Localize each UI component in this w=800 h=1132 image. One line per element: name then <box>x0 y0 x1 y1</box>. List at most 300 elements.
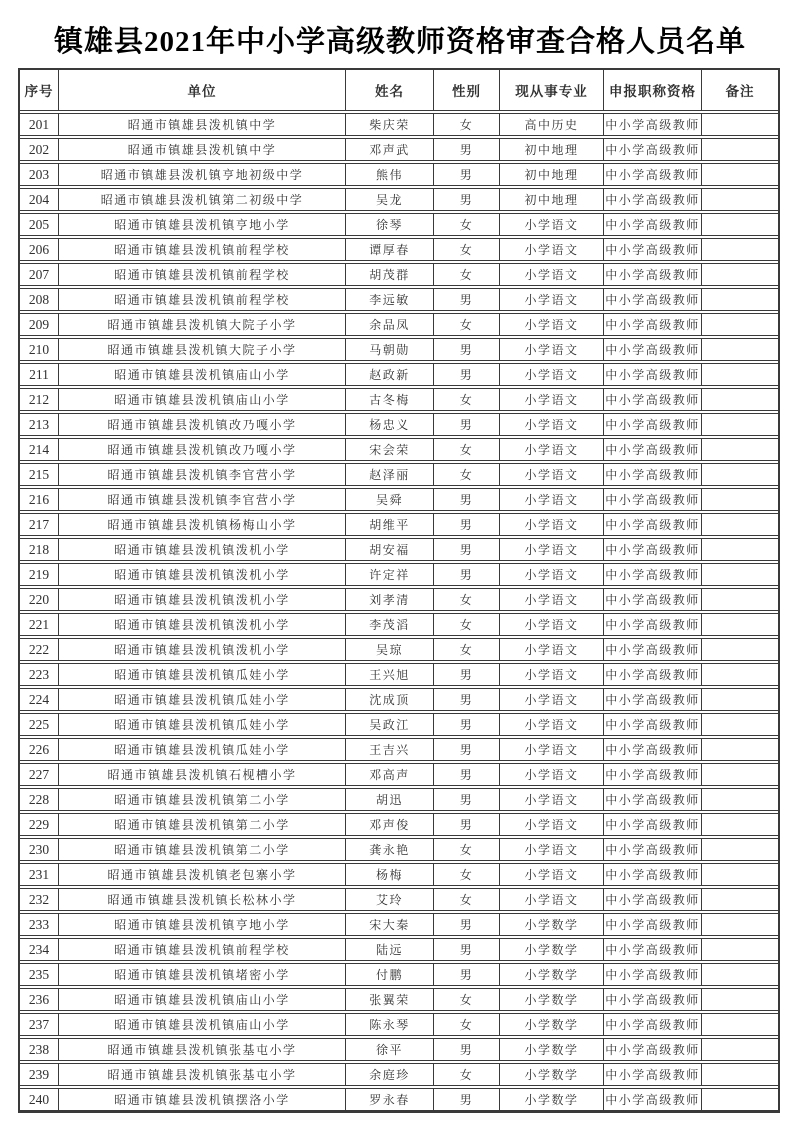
cell-remarks <box>701 514 778 535</box>
cell-unit: 昭通市镇雄县泼机镇摆洛小学 <box>58 1089 345 1110</box>
cell-unit: 昭通市镇雄县泼机镇泼机小学 <box>58 639 345 660</box>
cell-title-qualification: 中小学高级教师 <box>603 514 701 535</box>
cell-gender: 男 <box>433 739 499 760</box>
table-row <box>20 613 778 636</box>
cell-unit: 昭通市镇雄县泼机镇庙山小学 <box>58 989 345 1010</box>
cell-name: 谭厚春 <box>345 239 433 260</box>
cell-name: 宋大秦 <box>345 914 433 935</box>
cell-profession: 小学语文 <box>499 339 603 360</box>
cell-profession: 小学语文 <box>499 614 603 635</box>
cell-title-qualification: 中小学高级教师 <box>603 1014 701 1035</box>
table-header-row <box>20 70 778 111</box>
cell-title-qualification: 中小学高级教师 <box>603 864 701 885</box>
cell-serial: 235 <box>28 966 50 982</box>
cell-unit: 昭通市镇雄县泼机镇石枧槽小学 <box>58 764 345 785</box>
cell-name: 许定祥 <box>345 564 433 585</box>
cell-remarks <box>701 1064 778 1085</box>
cell-unit: 昭通市镇雄县泼机镇前程学校 <box>58 289 345 310</box>
header-profession: 现从事专业 <box>499 70 603 110</box>
table-row <box>20 813 778 836</box>
cell-remarks <box>701 839 778 860</box>
header-remarks: 备注 <box>701 70 778 110</box>
cell-unit: 昭通市镇雄县泼机镇瓜娃小学 <box>58 664 345 685</box>
table-row <box>20 113 778 136</box>
table-row <box>20 163 778 186</box>
cell-gender: 男 <box>433 814 499 835</box>
cell-name: 熊伟 <box>345 164 433 185</box>
cell-unit: 昭通市镇雄县泼机镇李官营小学 <box>58 489 345 510</box>
cell-remarks <box>701 489 778 510</box>
cell-remarks <box>701 164 778 185</box>
cell-remarks <box>701 864 778 885</box>
cell-gender: 男 <box>433 714 499 735</box>
cell-unit: 昭通市镇雄县泼机镇泼机小学 <box>58 589 345 610</box>
cell-serial: 205 <box>28 216 50 232</box>
cell-profession: 小学数学 <box>499 1089 603 1110</box>
cell-serial: 229 <box>28 816 50 832</box>
table-row <box>20 738 778 761</box>
cell-profession: 高中历史 <box>499 114 603 135</box>
cell-unit: 昭通市镇雄县泼机镇改乃嘎小学 <box>58 414 345 435</box>
cell-gender: 女 <box>433 264 499 285</box>
cell-gender: 男 <box>433 1039 499 1060</box>
cell-unit: 昭通市镇雄县泼机镇改乃嘎小学 <box>58 439 345 460</box>
cell-gender: 男 <box>433 964 499 985</box>
cell-remarks <box>701 464 778 485</box>
cell-profession: 小学数学 <box>499 939 603 960</box>
table-row <box>20 538 778 561</box>
table-row <box>20 288 778 311</box>
cell-profession: 小学语文 <box>499 839 603 860</box>
table-row <box>20 1038 778 1061</box>
cell-name: 吴琼 <box>345 639 433 660</box>
table-row <box>20 1088 778 1111</box>
table-row <box>20 513 778 536</box>
table-row <box>20 638 778 661</box>
cell-unit: 昭通市镇雄县泼机镇亨地小学 <box>58 914 345 935</box>
cell-name: 杨梅 <box>345 864 433 885</box>
cell-gender: 男 <box>433 764 499 785</box>
cell-profession: 小学语文 <box>499 514 603 535</box>
cell-unit: 昭通市镇雄县泼机镇前程学校 <box>58 939 345 960</box>
cell-serial: 237 <box>28 1016 50 1032</box>
cell-name: 罗永春 <box>345 1089 433 1110</box>
cell-gender: 女 <box>433 614 499 635</box>
cell-title-qualification: 中小学高级教师 <box>603 264 701 285</box>
cell-profession: 小学语文 <box>499 539 603 560</box>
cell-gender: 女 <box>433 639 499 660</box>
cell-name: 邓声武 <box>345 139 433 160</box>
cell-profession: 小学语文 <box>499 789 603 810</box>
cell-title-qualification: 中小学高级教师 <box>603 564 701 585</box>
cell-serial: 213 <box>28 416 50 432</box>
cell-unit: 昭通市镇雄县泼机镇长松林小学 <box>58 889 345 910</box>
cell-title-qualification: 中小学高级教师 <box>603 689 701 710</box>
cell-unit: 昭通市镇雄县泼机镇张基屯小学 <box>58 1039 345 1060</box>
cell-profession: 小学语文 <box>499 214 603 235</box>
cell-serial: 230 <box>28 841 50 857</box>
cell-profession: 小学语文 <box>499 664 603 685</box>
cell-gender: 女 <box>433 439 499 460</box>
cell-serial: 206 <box>28 241 50 257</box>
cell-unit: 昭通市镇雄县泼机镇第二小学 <box>58 814 345 835</box>
cell-serial: 225 <box>28 716 50 732</box>
table-row <box>20 338 778 361</box>
cell-title-qualification: 中小学高级教师 <box>603 414 701 435</box>
cell-title-qualification: 中小学高级教师 <box>603 964 701 985</box>
cell-serial: 215 <box>28 466 50 482</box>
table-row <box>20 913 778 936</box>
cell-gender: 女 <box>433 989 499 1010</box>
cell-serial: 218 <box>28 541 50 557</box>
cell-profession: 小学语文 <box>499 389 603 410</box>
cell-title-qualification: 中小学高级教师 <box>603 814 701 835</box>
cell-remarks <box>701 739 778 760</box>
cell-title-qualification: 中小学高级教师 <box>603 1064 701 1085</box>
table-row <box>20 713 778 736</box>
cell-remarks <box>701 889 778 910</box>
table-row <box>20 188 778 211</box>
cell-serial: 207 <box>28 266 50 282</box>
header-unit: 单位 <box>58 70 345 110</box>
cell-profession: 小学语文 <box>499 464 603 485</box>
cell-title-qualification: 中小学高级教师 <box>603 889 701 910</box>
cell-gender: 男 <box>433 914 499 935</box>
cell-unit: 昭通市镇雄县泼机镇前程学校 <box>58 264 345 285</box>
cell-remarks <box>701 289 778 310</box>
cell-remarks <box>701 1039 778 1060</box>
cell-serial: 226 <box>28 741 50 757</box>
cell-title-qualification: 中小学高级教师 <box>603 739 701 760</box>
header-name: 姓名 <box>345 70 433 110</box>
table-row <box>20 363 778 386</box>
cell-name: 余品凤 <box>345 314 433 335</box>
cell-unit: 昭通市镇雄县泼机镇亨地初级中学 <box>58 164 345 185</box>
cell-remarks <box>701 264 778 285</box>
cell-name: 张翼荣 <box>345 989 433 1010</box>
table-row <box>20 213 778 236</box>
cell-title-qualification: 中小学高级教师 <box>603 839 701 860</box>
cell-name: 徐琴 <box>345 214 433 235</box>
cell-serial: 232 <box>28 891 50 907</box>
cell-name: 龚永艳 <box>345 839 433 860</box>
cell-name: 马朝勋 <box>345 339 433 360</box>
table-row <box>20 663 778 686</box>
cell-unit: 昭通市镇雄县泼机镇中学 <box>58 139 345 160</box>
table-row <box>20 413 778 436</box>
table-row <box>20 388 778 411</box>
table-row <box>20 838 778 861</box>
cell-gender: 男 <box>433 489 499 510</box>
cell-gender: 男 <box>433 289 499 310</box>
cell-serial: 228 <box>28 791 50 807</box>
cell-unit: 昭通市镇雄县泼机镇亨地小学 <box>58 214 345 235</box>
cell-unit: 昭通市镇雄县泼机镇杨梅山小学 <box>58 514 345 535</box>
cell-unit: 昭通市镇雄县泼机镇老包寨小学 <box>58 864 345 885</box>
cell-serial: 202 <box>28 141 50 157</box>
table-body <box>20 113 778 1111</box>
cell-title-qualification: 中小学高级教师 <box>603 664 701 685</box>
cell-gender: 男 <box>433 364 499 385</box>
table-row <box>20 238 778 261</box>
cell-gender: 女 <box>433 214 499 235</box>
cell-gender: 女 <box>433 1064 499 1085</box>
cell-title-qualification: 中小学高级教师 <box>603 1089 701 1110</box>
cell-name: 宋会荣 <box>345 439 433 460</box>
cell-remarks <box>701 689 778 710</box>
cell-name: 赵政新 <box>345 364 433 385</box>
table-row <box>20 488 778 511</box>
cell-name: 杨忠义 <box>345 414 433 435</box>
cell-gender: 女 <box>433 1014 499 1035</box>
cell-serial: 214 <box>28 441 50 457</box>
cell-remarks <box>701 539 778 560</box>
cell-name: 徐平 <box>345 1039 433 1060</box>
cell-title-qualification: 中小学高级教师 <box>603 539 701 560</box>
cell-remarks <box>701 139 778 160</box>
cell-title-qualification: 中小学高级教师 <box>603 289 701 310</box>
cell-gender: 女 <box>433 864 499 885</box>
cell-name: 胡迅 <box>345 789 433 810</box>
cell-profession: 小学数学 <box>499 989 603 1010</box>
table-row <box>20 263 778 286</box>
cell-title-qualification: 中小学高级教师 <box>603 489 701 510</box>
table-row <box>20 938 778 961</box>
cell-profession: 小学语文 <box>499 264 603 285</box>
cell-remarks <box>701 389 778 410</box>
cell-unit: 昭通市镇雄县泼机镇泼机小学 <box>58 564 345 585</box>
cell-title-qualification: 中小学高级教师 <box>603 389 701 410</box>
cell-name: 吴龙 <box>345 189 433 210</box>
cell-profession: 小学语文 <box>499 314 603 335</box>
cell-unit: 昭通市镇雄县泼机镇泼机小学 <box>58 539 345 560</box>
cell-serial: 219 <box>28 566 50 582</box>
cell-remarks <box>701 1089 778 1110</box>
cell-remarks <box>701 664 778 685</box>
cell-name: 邓高声 <box>345 764 433 785</box>
cell-title-qualification: 中小学高级教师 <box>603 939 701 960</box>
cell-title-qualification: 中小学高级教师 <box>603 639 701 660</box>
cell-title-qualification: 中小学高级教师 <box>603 339 701 360</box>
cell-unit: 昭通市镇雄县泼机镇张基屯小学 <box>58 1064 345 1085</box>
cell-remarks <box>701 339 778 360</box>
cell-gender: 男 <box>433 564 499 585</box>
cell-gender: 男 <box>433 1089 499 1110</box>
cell-unit: 昭通市镇雄县泼机镇堵密小学 <box>58 964 345 985</box>
table-row <box>20 1063 778 1086</box>
cell-remarks <box>701 939 778 960</box>
cell-profession: 小学语文 <box>499 364 603 385</box>
cell-remarks <box>701 314 778 335</box>
cell-name: 李茂滔 <box>345 614 433 635</box>
cell-gender: 男 <box>433 139 499 160</box>
table-row <box>20 963 778 986</box>
cell-serial: 210 <box>28 341 50 357</box>
cell-serial: 236 <box>28 991 50 1007</box>
cell-serial: 203 <box>28 166 50 182</box>
cell-unit: 昭通市镇雄县泼机镇中学 <box>58 114 345 135</box>
cell-remarks <box>701 914 778 935</box>
cell-title-qualification: 中小学高级教师 <box>603 789 701 810</box>
cell-remarks <box>701 639 778 660</box>
table-row <box>20 688 778 711</box>
cell-profession: 小学语文 <box>499 889 603 910</box>
cell-profession: 小学语文 <box>499 239 603 260</box>
table-row <box>20 588 778 611</box>
cell-remarks <box>701 364 778 385</box>
cell-unit: 昭通市镇雄县泼机镇第二小学 <box>58 789 345 810</box>
cell-profession: 小学语文 <box>499 489 603 510</box>
cell-name: 胡维平 <box>345 514 433 535</box>
cell-name: 余庭珍 <box>345 1064 433 1085</box>
cell-title-qualification: 中小学高级教师 <box>603 764 701 785</box>
cell-remarks <box>701 1014 778 1035</box>
cell-profession: 小学语文 <box>499 289 603 310</box>
cell-remarks <box>701 964 778 985</box>
cell-serial: 238 <box>28 1041 50 1057</box>
cell-remarks <box>701 439 778 460</box>
cell-profession: 初中地理 <box>499 164 603 185</box>
cell-title-qualification: 中小学高级教师 <box>603 189 701 210</box>
cell-name: 沈成顶 <box>345 689 433 710</box>
cell-remarks <box>701 239 778 260</box>
cell-unit: 昭通市镇雄县泼机镇大院子小学 <box>58 339 345 360</box>
cell-gender: 男 <box>433 164 499 185</box>
table-row <box>20 563 778 586</box>
cell-unit: 昭通市镇雄县泼机镇第二初级中学 <box>58 189 345 210</box>
cell-serial: 212 <box>28 391 50 407</box>
cell-serial: 231 <box>28 866 50 882</box>
cell-profession: 小学语文 <box>499 864 603 885</box>
cell-serial: 208 <box>28 291 50 307</box>
cell-serial: 223 <box>28 666 50 682</box>
cell-gender: 女 <box>433 114 499 135</box>
cell-remarks <box>701 789 778 810</box>
cell-gender: 女 <box>433 314 499 335</box>
cell-title-qualification: 中小学高级教师 <box>603 1039 701 1060</box>
cell-remarks <box>701 214 778 235</box>
cell-unit: 昭通市镇雄县泼机镇庙山小学 <box>58 389 345 410</box>
table-row <box>20 138 778 161</box>
table-row <box>20 313 778 336</box>
cell-name: 李远敏 <box>345 289 433 310</box>
cell-name: 吴政江 <box>345 714 433 735</box>
cell-unit: 昭通市镇雄县泼机镇瓜娃小学 <box>58 689 345 710</box>
cell-name: 邓声俊 <box>345 814 433 835</box>
cell-name: 王吉兴 <box>345 739 433 760</box>
cell-name: 胡安福 <box>345 539 433 560</box>
cell-title-qualification: 中小学高级教师 <box>603 714 701 735</box>
table-row <box>20 463 778 486</box>
cell-profession: 小学语文 <box>499 639 603 660</box>
cell-remarks <box>701 764 778 785</box>
cell-name: 古冬梅 <box>345 389 433 410</box>
cell-name: 陆远 <box>345 939 433 960</box>
cell-remarks <box>701 414 778 435</box>
cell-profession: 小学语文 <box>499 739 603 760</box>
cell-name: 付鹏 <box>345 964 433 985</box>
cell-gender: 男 <box>433 789 499 810</box>
cell-serial: 220 <box>28 591 50 607</box>
cell-gender: 女 <box>433 589 499 610</box>
cell-title-qualification: 中小学高级教师 <box>603 314 701 335</box>
cell-remarks <box>701 614 778 635</box>
cell-remarks <box>701 714 778 735</box>
cell-profession: 小学语文 <box>499 714 603 735</box>
cell-profession: 小学数学 <box>499 1064 603 1085</box>
header-serial: 序号 <box>24 84 54 99</box>
cell-serial: 224 <box>28 691 50 707</box>
cell-remarks <box>701 114 778 135</box>
cell-remarks <box>701 564 778 585</box>
cell-unit: 昭通市镇雄县泼机镇第二小学 <box>58 839 345 860</box>
cell-title-qualification: 中小学高级教师 <box>603 439 701 460</box>
table-row <box>20 888 778 911</box>
table-row <box>20 788 778 811</box>
cell-profession: 初中地理 <box>499 189 603 210</box>
cell-title-qualification: 中小学高级教师 <box>603 989 701 1010</box>
cell-unit: 昭通市镇雄县泼机镇瓜娃小学 <box>58 739 345 760</box>
cell-title-qualification: 中小学高级教师 <box>603 364 701 385</box>
roster-table <box>18 68 780 1113</box>
cell-name: 柴庆荣 <box>345 114 433 135</box>
cell-name: 刘孝清 <box>345 589 433 610</box>
cell-title-qualification: 中小学高级教师 <box>603 614 701 635</box>
cell-serial: 233 <box>28 916 50 932</box>
cell-profession: 小学数学 <box>499 1014 603 1035</box>
cell-name: 胡茂群 <box>345 264 433 285</box>
cell-serial: 209 <box>28 316 50 332</box>
cell-title-qualification: 中小学高级教师 <box>603 114 701 135</box>
cell-serial: 234 <box>28 941 50 957</box>
cell-name: 赵泽丽 <box>345 464 433 485</box>
cell-profession: 小学语文 <box>499 589 603 610</box>
cell-unit: 昭通市镇雄县泼机镇瓜娃小学 <box>58 714 345 735</box>
cell-serial: 217 <box>28 516 50 532</box>
cell-profession: 小学数学 <box>499 964 603 985</box>
cell-profession: 小学语文 <box>499 564 603 585</box>
cell-profession: 初中地理 <box>499 139 603 160</box>
cell-gender: 女 <box>433 389 499 410</box>
cell-title-qualification: 中小学高级教师 <box>603 464 701 485</box>
cell-gender: 女 <box>433 239 499 260</box>
cell-unit: 昭通市镇雄县泼机镇泼机小学 <box>58 614 345 635</box>
cell-gender: 男 <box>433 414 499 435</box>
cell-unit: 昭通市镇雄县泼机镇大院子小学 <box>58 314 345 335</box>
cell-serial: 239 <box>28 1066 50 1082</box>
table-row <box>20 763 778 786</box>
cell-remarks <box>701 989 778 1010</box>
cell-title-qualification: 中小学高级教师 <box>603 214 701 235</box>
cell-title-qualification: 中小学高级教师 <box>603 589 701 610</box>
cell-remarks <box>701 814 778 835</box>
table-row <box>20 438 778 461</box>
cell-unit: 昭通市镇雄县泼机镇庙山小学 <box>58 364 345 385</box>
cell-gender: 男 <box>433 939 499 960</box>
page-title: 镇雄县2021年中小学高级教师资格审查合格人员名单 <box>53 26 746 58</box>
table-row <box>20 988 778 1011</box>
cell-title-qualification: 中小学高级教师 <box>603 164 701 185</box>
cell-name: 王兴旭 <box>345 664 433 685</box>
cell-gender: 女 <box>433 889 499 910</box>
cell-profession: 小学语文 <box>499 439 603 460</box>
cell-name: 陈永琴 <box>345 1014 433 1035</box>
header-title-qualification: 申报职称资格 <box>603 70 701 110</box>
header-gender: 性别 <box>433 70 499 110</box>
table-row <box>20 1013 778 1036</box>
cell-name: 吴舜 <box>345 489 433 510</box>
cell-serial: 201 <box>28 116 50 132</box>
